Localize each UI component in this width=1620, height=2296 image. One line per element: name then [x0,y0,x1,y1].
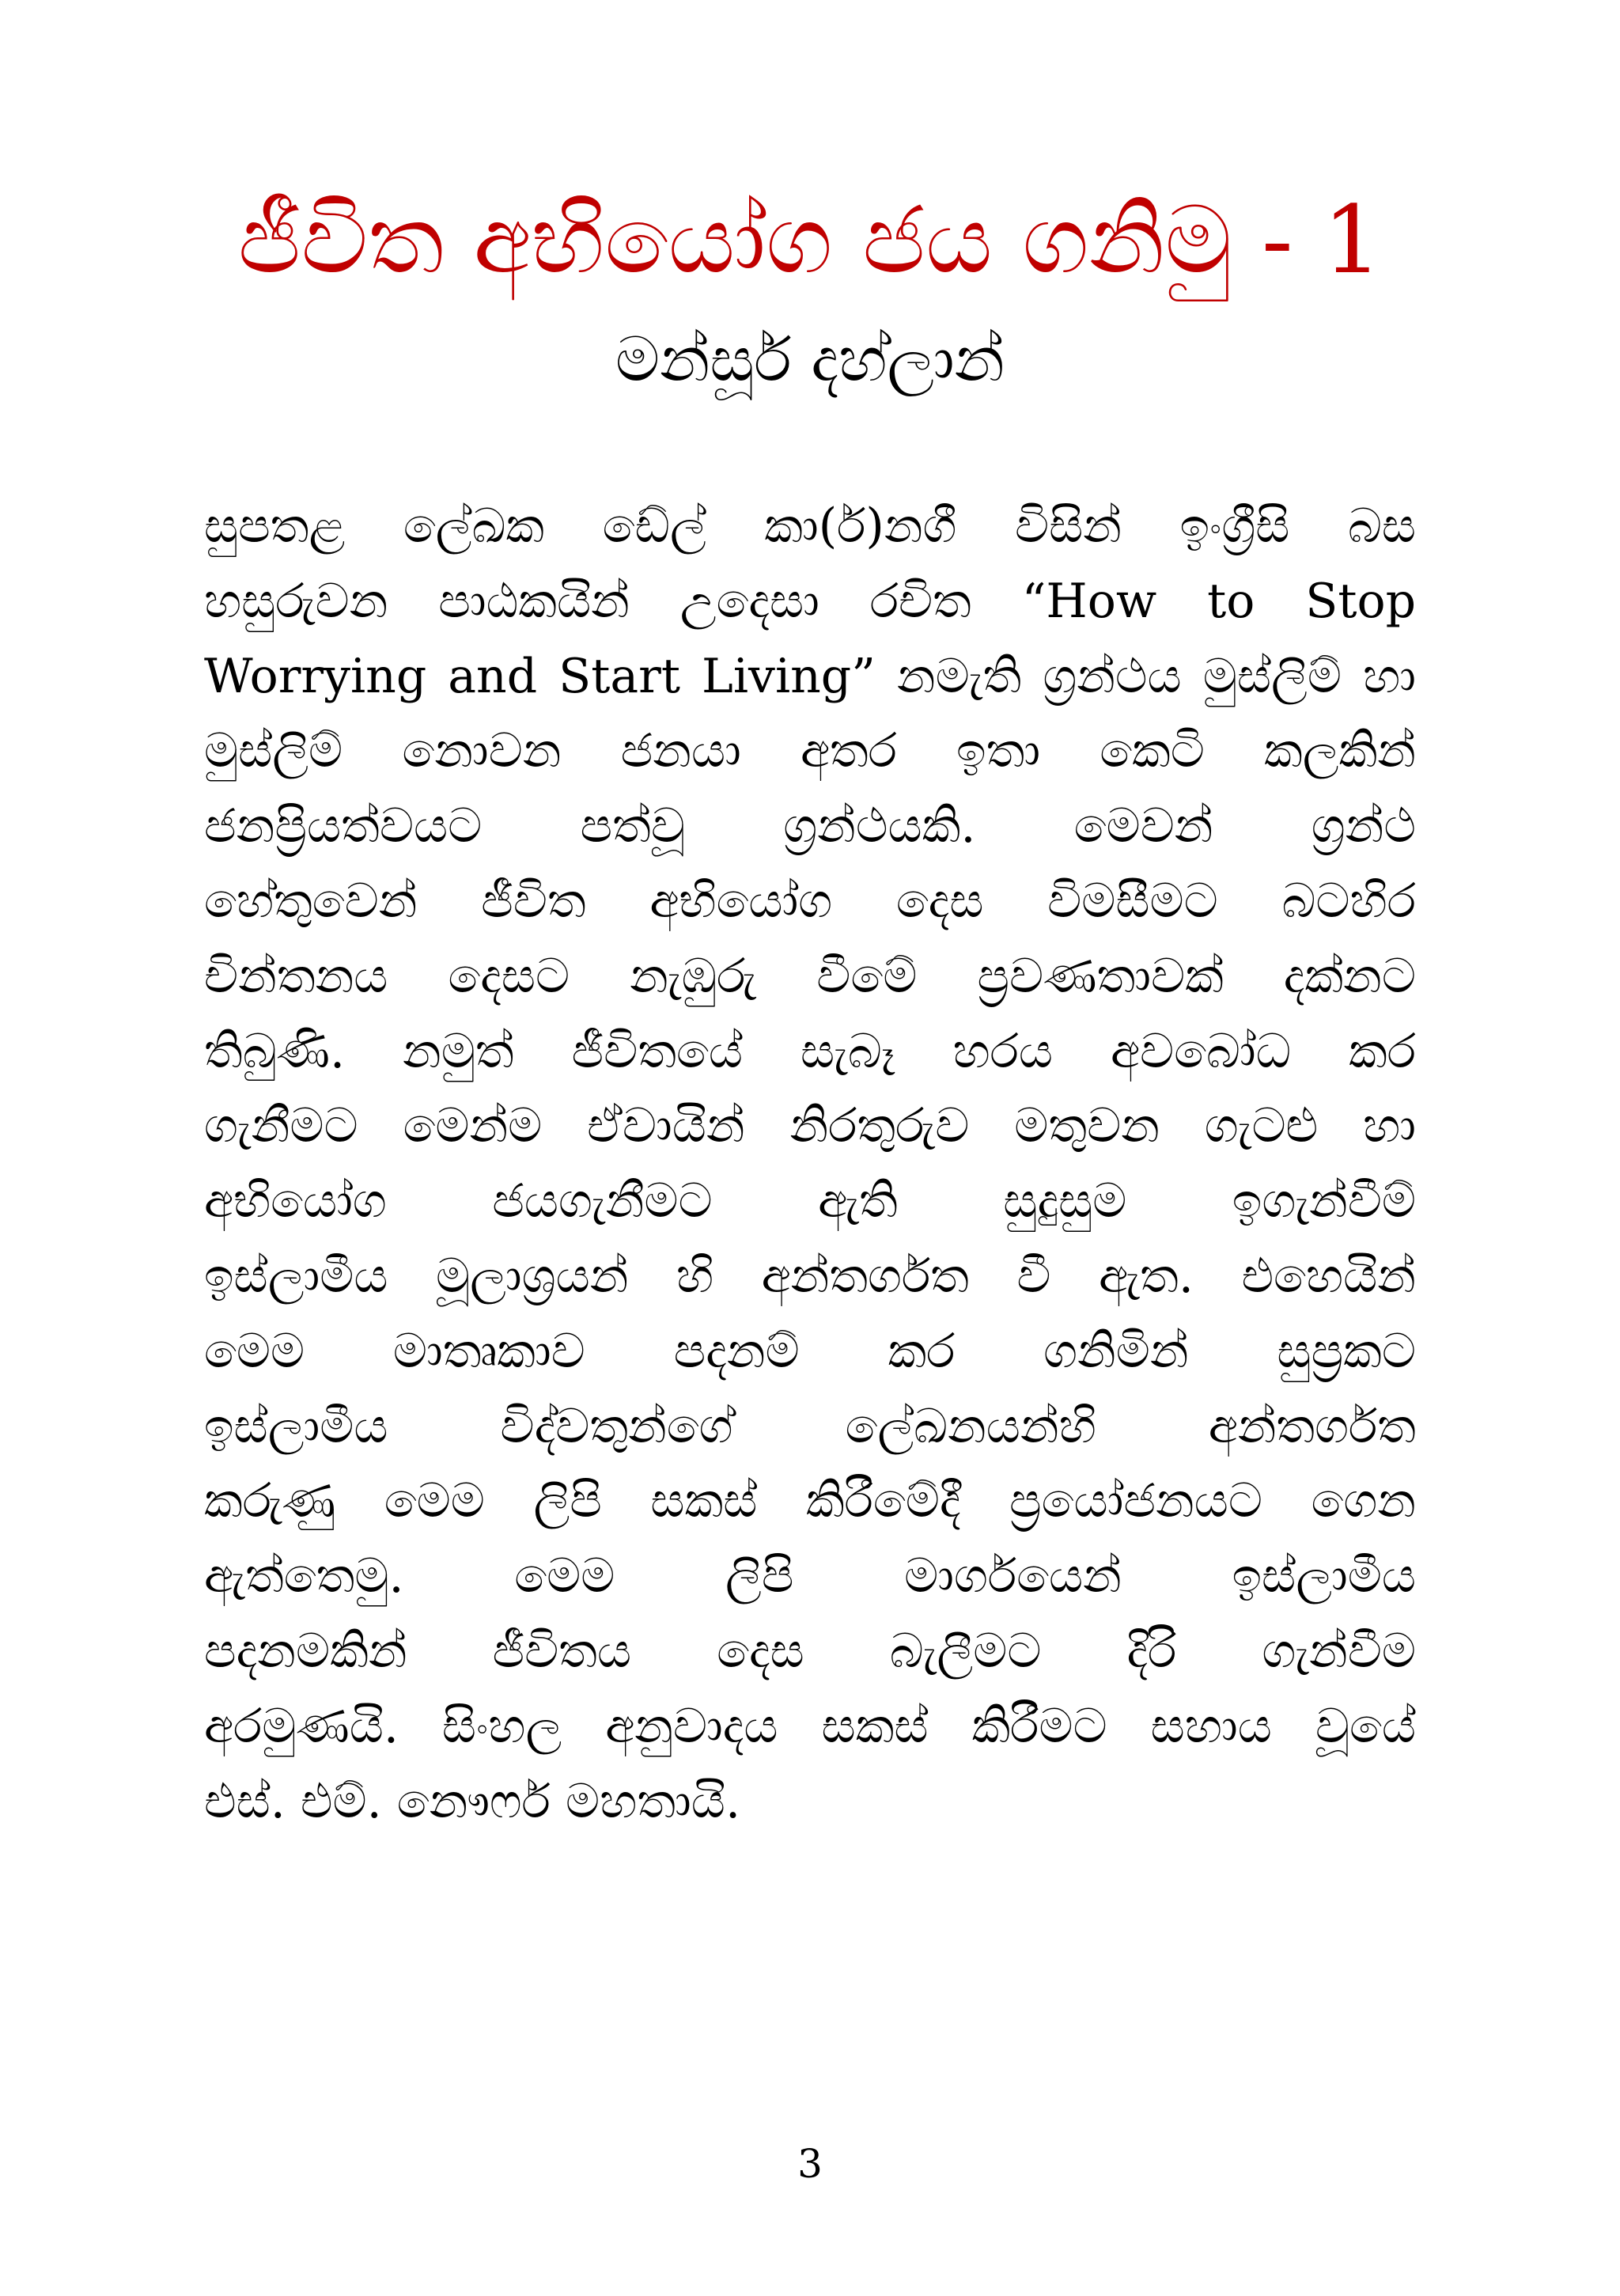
body-line: චින්තනය දෙසට නැඹුරු වීමේ ප්‍රවණතාවක් දක්නට [204,948,1416,1004]
author-name: මන්සූර් දහ්ලාන් [615,324,1005,396]
body-line: Worrying and Start Living” නමැති ග්‍රන්ථය මුස්ලිම් හා [204,648,1416,704]
body-line: ජනප්‍රියත්වයට පත්වූ ග්‍රන්ථයකි. මෙවන් ග්‍රන්ථ [204,798,1416,854]
body-line: ගැනීමට මෙන්ම ඒවායින් නිරතුරුව මතුවන ගැටළු හා [204,1098,1416,1154]
body-line: අරමුණයි. සිංහල අනුවාදය සකස් කිරීමට සහාය වූයේ [204,1698,1416,1754]
page-number: 3 [797,2141,823,2187]
document-title: ජීවිත අභියෝග ජය ගනිමු - 1 [237,185,1383,294]
body-paragraph [204,489,1416,1839]
body-line: කරුණු මෙම ලිපි සකස් කිරීමේදී ප්‍රයෝජනයට ගෙන [204,1473,1416,1529]
body-line: අභියෝග ජයගැනීමට ඇති සුදුසුම ඉගැන්වීම් [204,1173,1416,1229]
body-line: ඇත්තෙමු. මෙම ලිපි මාර්ගයෙන් ඉස්ලාමීය [204,1548,1416,1605]
body-line: එස්. එම්. නෞෆර් මහතායි. [204,1773,741,1829]
body-line: පදනමකින් ජීවිතය දෙස බැලීමට දිරි ගැන්වීම [204,1623,1416,1679]
body-line: මෙම මාතෘකාව පදනම් කර ගනිමින් සුප්‍රකට [204,1323,1416,1379]
body-line: තිබුණි. නමුත් ජීවිතයේ සැබෑ හරය අවබෝධ කර [204,1023,1416,1079]
body-line: ඉස්ලාමීය විද්වතුන්ගේ ලේඛනයන්හි අන්තර්ගත [204,1398,1416,1454]
body-line: හේතුවෙන් ජීවිත අභියෝග දෙස විමසීමට බටහිර [204,873,1416,929]
body-line: මුස්ලිම් නොවන ජනයා අතර ඉතා කෙටි කලකින් [204,723,1416,779]
body-line: හසුරුවන පාඨකයින් උදෙසා රචිත “How to Stop [204,573,1416,629]
body-line: සුපතළ ලේඛක ඩේල් කා(ර්)නගී විසින් ඉංග්‍රීසි බස [204,498,1416,554]
body-line: ඉස්ලාමීය මූලාශ්‍රයන් හි අන්තර්ගත වී ඇත. එහෙයින් [204,1248,1416,1304]
